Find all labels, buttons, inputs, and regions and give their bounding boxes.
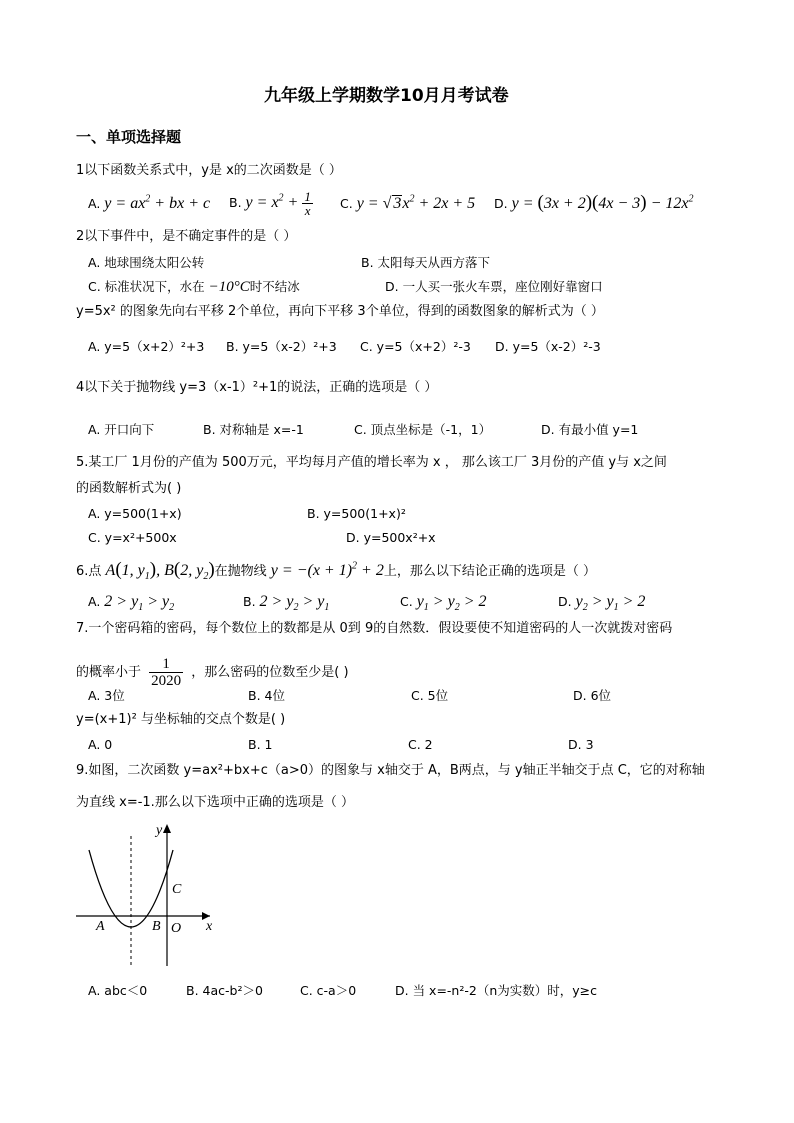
page-title: 九年级上学期数学10月月考试卷: [264, 86, 509, 106]
question-2-option-c[interactable]: [88, 279, 300, 295]
question-3-option-d[interactable]: D. y=5（x-2）²-3: [495, 339, 601, 354]
question-6-option-b[interactable]: [243, 593, 330, 614]
option-a-label: A.: [88, 196, 101, 211]
question-3-stem: y=5x² 的图象先向右平移 2个单位，再向下平移 3个单位，得到的函数图象的解析式为（ ）: [76, 304, 604, 319]
question-9-option-a[interactable]: A. abc＜0: [88, 983, 148, 998]
question-9-stem-line-1: 9.如图，二次函数 y=ax²+bx+c（a>0）的图象与 x轴交于 A，B两点，与 y轴正半轴交于点 C，它的对称轴: [76, 763, 705, 778]
option-d-formula: $y_2 > y_1 > 2$: [575, 593, 646, 614]
question-9-option-c[interactable]: C. c-a＞0: [300, 983, 357, 998]
question-7-suffix: ，那么密码的位数至少是( ): [191, 665, 349, 680]
question-7-prefix: 的概率小于: [76, 665, 142, 680]
point-a-label: A: [96, 919, 105, 934]
question-6-points: A(1, $y_1$), B(2, $y_2$): [105, 559, 215, 583]
question-4-option-b[interactable]: B. 对称轴是 x=-1: [203, 422, 304, 437]
question-7-option-a[interactable]: A. 3位: [88, 688, 125, 703]
question-3-option-b[interactable]: B. y=5（x-2）²+3: [226, 339, 337, 354]
point-c-label: C: [172, 882, 182, 897]
question-1-option-b[interactable]: [229, 190, 313, 217]
fraction-denominator: 2020: [151, 673, 182, 689]
question-7-fraction: [149, 656, 183, 689]
question-8-option-a[interactable]: A. 0: [88, 737, 113, 752]
question-7-option-d[interactable]: D. 6位: [573, 688, 612, 703]
question-6-option-a[interactable]: [88, 593, 175, 614]
option-d-label: D.: [558, 594, 572, 609]
question-9-stem-line-2: 为直线 x=-1.那么以下选项中正确的选项是（ ）: [76, 795, 354, 810]
option-c-label: C.: [400, 594, 413, 609]
origin-label: O: [171, 921, 182, 936]
y-axis-arrow: [163, 824, 171, 833]
option-a-formula: $y = ax^2$ + bx + c: [104, 193, 211, 212]
question-1-option-a[interactable]: [88, 193, 211, 212]
question-5-option-c[interactable]: C. y=x²+500x: [88, 530, 177, 545]
question-8-option-d[interactable]: D. 3: [568, 737, 594, 752]
y-axis-label: y: [156, 823, 163, 838]
question-2-option-a[interactable]: A. 地球围绕太阳公转: [88, 255, 205, 270]
question-7-stem-line-2: [76, 656, 349, 689]
question-3-option-c[interactable]: C. y=5（x+2）²-3: [360, 339, 471, 354]
question-4-option-d[interactable]: D. 有最小值 y=1: [541, 422, 639, 437]
question-3-option-a[interactable]: A. y=5（x+2）²+3: [88, 339, 205, 354]
question-9-option-d[interactable]: D. 当 x=-n²-2（n为实数）时，y≥c: [395, 983, 597, 998]
option-a-label: A.: [88, 594, 101, 609]
question-5-option-b[interactable]: B. y=500(1+x)²: [307, 506, 406, 521]
question-6-option-c[interactable]: [400, 593, 487, 614]
question-1-stem: 1以下函数关系式中，y是 x的二次函数是（ ）: [76, 163, 342, 178]
question-5-stem-line-2: 的函数解析式为( ): [76, 481, 182, 496]
option-a-formula: $2 > y_1 > y_2$: [104, 593, 175, 614]
question-8-stem: y=(x+1)² 与坐标轴的交点个数是( ): [76, 712, 286, 727]
question-8-option-b[interactable]: B. 1: [248, 737, 273, 752]
question-6-option-d[interactable]: [558, 593, 646, 614]
question-6-stem: [76, 559, 596, 583]
question-6-parabola: $y = -(x + 1)^2 + 2$: [270, 560, 384, 579]
section-heading: 一、单项选择题: [76, 128, 182, 146]
option-d-formula: $y = (3x + 2)(4x - 3) - 12x^2$: [511, 192, 694, 213]
question-7-option-b[interactable]: B. 4位: [248, 688, 285, 703]
question-1-option-d[interactable]: [494, 192, 694, 213]
option-c-formula: y = √ $3x^2 + 2x + 5$: [356, 193, 476, 212]
question-2-option-b[interactable]: B. 太阳每天从西方落下: [361, 255, 491, 270]
option-b-formula: $y = x^2$ + $\frac{1}{x}$: [245, 189, 311, 218]
parabola-graph: [70, 818, 230, 970]
question-5-stem-line-1: 5.某工厂 1月份的产值为 500万元，平均每月产值的增长率为 x ， 那么该工厂 3月份的产值 y与 x之间: [76, 455, 667, 470]
option-c-temperature: −10°C: [208, 279, 250, 295]
option-d-label: D.: [494, 196, 508, 211]
question-7-option-c[interactable]: C. 5位: [411, 688, 449, 703]
option-b-label: B.: [243, 594, 256, 609]
question-4-option-c[interactable]: C. 顶点坐标是（-1，1）: [354, 422, 492, 437]
x-axis-label: x: [206, 919, 213, 934]
question-6-prefix: 6.点: [76, 564, 102, 579]
question-4-stem: 4以下关于抛物线 y=3（x-1）²+1的说法，正确的选项是（ ）: [76, 380, 438, 395]
question-6-suffix: 上，那么以下结论正确的选项是（ ）: [383, 564, 596, 579]
option-b-formula: $2 > y_2 > y_1$: [259, 593, 330, 614]
question-6-middle: 在抛物线: [214, 564, 267, 579]
fraction-numerator: 1: [149, 656, 183, 673]
question-8-option-c[interactable]: C. 2: [408, 737, 433, 752]
question-9-option-b[interactable]: B. 4ac-b²＞0: [186, 983, 263, 998]
option-c-label: C.: [340, 196, 353, 211]
question-4-option-a[interactable]: A. 开口向下: [88, 422, 155, 437]
option-b-label: B.: [229, 195, 242, 211]
question-2-option-d[interactable]: D. 一人买一张火车票，座位刚好靠窗口: [385, 279, 603, 294]
option-c-text-end: 时不结冰: [249, 279, 300, 294]
question-7-stem-line-1: 7.一个密码箱的密码，每个数位上的数都是从 0到 9的自然数．假设要使不知道密码的人一次就拨对密码: [76, 621, 673, 636]
question-5-option-d[interactable]: D. y=500x²+x: [346, 530, 436, 545]
question-5-option-a[interactable]: A. y=500(1+x): [88, 506, 182, 521]
point-b-label: B: [152, 919, 161, 934]
option-c-text: C. 标准状况下，水在: [88, 279, 209, 294]
question-1-option-c[interactable]: [340, 195, 475, 212]
question-2-stem: 2以下事件中，是不确定事件的是（ ）: [76, 229, 297, 244]
option-c-formula: $y_1 > y_2 > 2$: [416, 593, 487, 614]
